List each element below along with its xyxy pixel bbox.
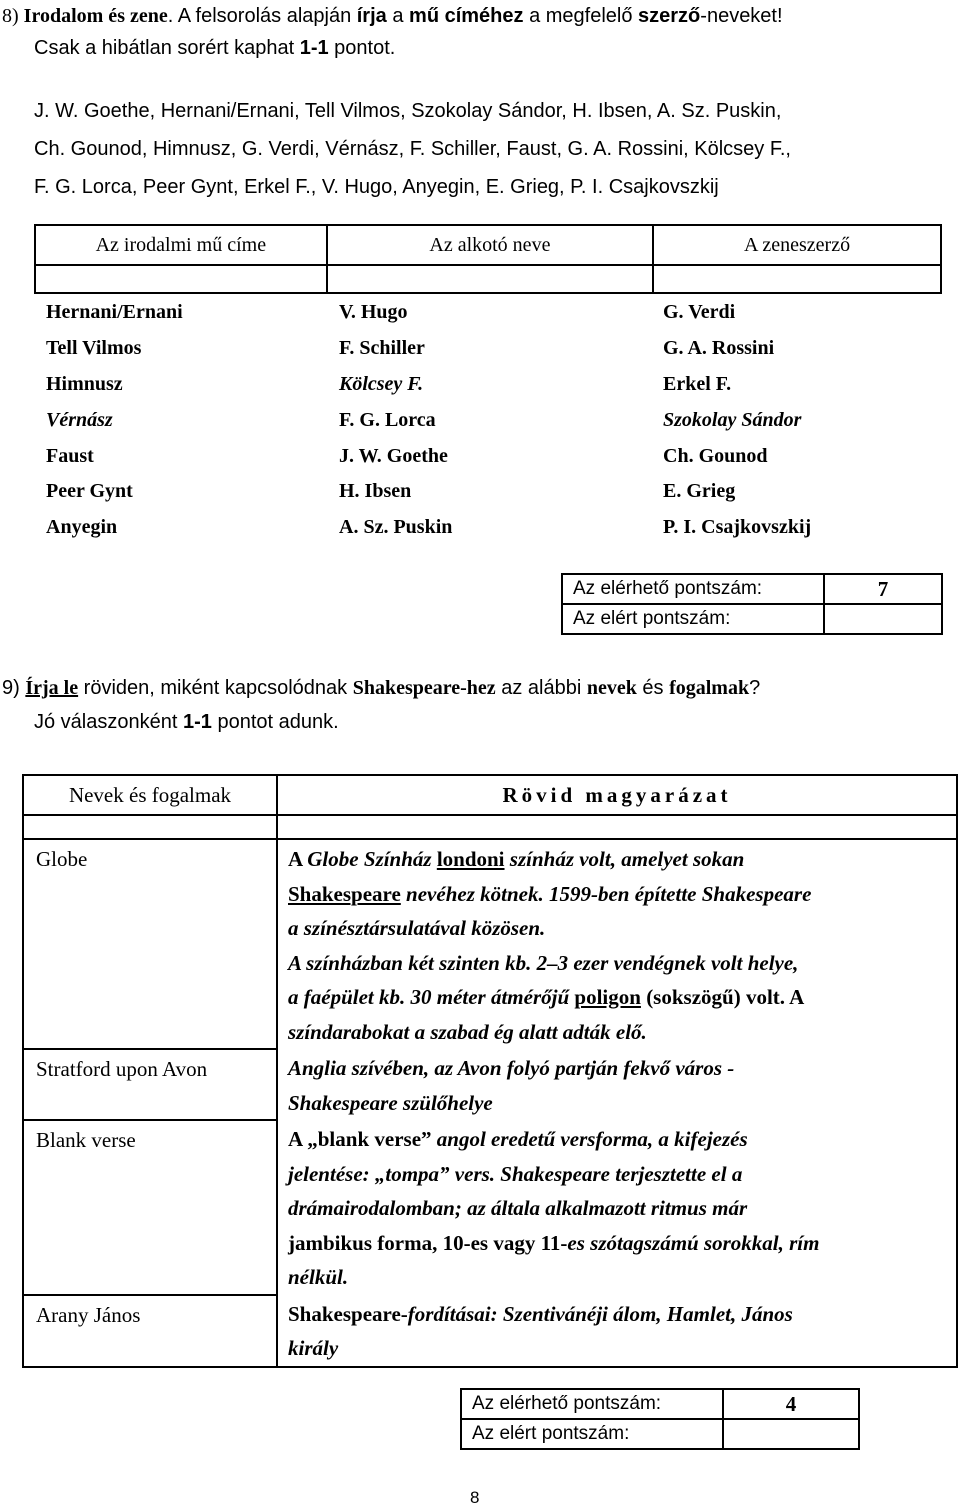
table-row xyxy=(34,510,942,546)
cell-title: Anyegin xyxy=(46,516,118,539)
options-line: J. W. Goethe, Hernani/Ernani, Tell Vilmos, Szokolay Sándor, H. Ibsen, A. Sz. Puskin, xyxy=(34,100,782,122)
text-run: színdarabokat a szabad ég alatt adták elő. xyxy=(288,1019,647,1044)
empty-cell xyxy=(277,815,957,839)
header-explanation: Rövid magyarázat xyxy=(277,775,957,815)
options-list xyxy=(34,92,934,206)
text-run: A színházban két szinten kb. 2–3 ezer vendégnek volt helye, xyxy=(288,950,799,975)
header-title: Az irodalmi mű címe xyxy=(35,225,327,265)
instruction-text: röviden, miként kapcsolódnak xyxy=(78,677,353,699)
empty-cell xyxy=(653,265,941,293)
text-run: poligon xyxy=(574,985,641,1009)
table-row xyxy=(34,402,942,438)
header-author: Az alkotó neve xyxy=(327,225,653,265)
max-score-label: Az elérhető pontszám: xyxy=(562,574,824,604)
text-run: A xyxy=(288,847,308,871)
text-run: Shakespeare- xyxy=(288,1301,408,1326)
max-score-label: Az elérhető pontszám: xyxy=(461,1389,723,1419)
question-8-line-1 xyxy=(2,0,783,32)
score-box xyxy=(561,573,943,635)
instruction-text: pontot adunk. xyxy=(211,711,339,733)
text-run: király xyxy=(288,1336,339,1360)
achieved-score-label: Az elért pontszám: xyxy=(461,1419,723,1449)
explanation-blank-verse xyxy=(277,1120,957,1295)
empty-cell xyxy=(35,265,327,293)
instruction-bold: nevek xyxy=(586,677,637,699)
cell-composer: E. Grieg xyxy=(663,480,736,503)
question-8 xyxy=(2,0,783,64)
question-9-line-2 xyxy=(2,705,760,739)
text-run: angol eredetű versforma, a kifejezés xyxy=(431,1127,748,1151)
text-run: színház volt, amelyet sokan xyxy=(504,847,745,871)
instruction-bold: Írja le xyxy=(25,677,79,699)
text-run: a faépület kb. 30 méter átmérőjű xyxy=(288,985,575,1009)
achieved-score-label: Az elért pontszám: xyxy=(562,604,824,634)
text-run: nevéhez kötnek. 1599-ben építette Shakespeare xyxy=(400,881,812,906)
cell-author: F. Schiller xyxy=(339,337,425,360)
instruction-text: és xyxy=(636,677,670,699)
term-blank-verse: Blank verse xyxy=(23,1120,277,1295)
instruction-bold: szerző xyxy=(638,5,701,27)
cell-title: Hernani/Ernani xyxy=(46,301,183,324)
table-row xyxy=(34,474,942,510)
text-run: drámairodalomban; az általa alkalmazott ritmus már xyxy=(288,1196,748,1220)
instruction-text: ? xyxy=(749,677,761,699)
text-run: es szótagszámú sorokkal, rím xyxy=(567,1230,820,1255)
text-run: A „blank verse” xyxy=(288,1127,432,1151)
cell-title: Tell Vilmos xyxy=(46,337,142,360)
text-run: jambikus forma, 10-es vagy 11- xyxy=(288,1230,568,1255)
empty-cell xyxy=(23,815,277,839)
instruction-bold: mű címéhez xyxy=(409,5,524,27)
instruction-bold: Shakespeare-hez xyxy=(352,677,496,699)
instruction-text: a megfelelő xyxy=(523,5,639,27)
instruction-text: az alábbi xyxy=(495,677,587,699)
cell-author: J. W. Goethe xyxy=(339,444,448,467)
answer-rows xyxy=(34,295,942,546)
cell-author: H. Ibsen xyxy=(339,480,412,503)
explanation-globe xyxy=(277,839,957,1049)
question-9 xyxy=(2,671,760,739)
explanation-table xyxy=(22,774,958,1368)
question-number: 8) xyxy=(2,5,24,27)
table-row xyxy=(34,367,942,403)
cell-title: Himnusz xyxy=(46,372,123,395)
term-arany-janos: Arany János xyxy=(23,1295,277,1367)
cell-composer: Szokolay Sándor xyxy=(663,408,802,431)
points-value: 1-1 xyxy=(299,37,329,59)
instruction-text: . A felsorolás alapján xyxy=(167,5,357,27)
achieved-score-field[interactable] xyxy=(824,604,942,634)
text-run: Globe Színház xyxy=(307,847,437,871)
cell-composer: P. I. Csajkovszkij xyxy=(663,516,812,539)
table-row xyxy=(34,295,942,331)
score-box xyxy=(460,1388,860,1450)
cell-title: Vérnász xyxy=(46,408,113,431)
cell-author: V. Hugo xyxy=(339,301,408,324)
instruction-bold: fogalmak xyxy=(669,677,750,699)
explanation-stratford xyxy=(277,1049,957,1120)
instruction-text: Jó válaszonként xyxy=(34,711,183,733)
term-globe: Globe xyxy=(23,839,277,1049)
instruction-bold: írja xyxy=(356,5,387,27)
cell-author: Kölcsey F. xyxy=(339,372,424,395)
cell-composer: G. Verdi xyxy=(663,301,736,324)
instruction-text: a xyxy=(386,5,410,27)
cell-author: A. Sz. Puskin xyxy=(339,516,453,539)
matching-table xyxy=(34,224,942,294)
table-row xyxy=(34,438,942,474)
text-run: (sokszögű) volt. A xyxy=(640,985,805,1009)
header-composer: A zeneszerző xyxy=(653,225,941,265)
term-stratford: Stratford upon Avon xyxy=(23,1049,277,1120)
explanation-arany-janos xyxy=(277,1295,957,1367)
cell-author: F. G. Lorca xyxy=(339,408,436,431)
cell-composer: Ch. Gounod xyxy=(663,444,768,467)
text-run: jelentése: „tompa” vers. Shakespeare terjesztette el a xyxy=(288,1161,743,1186)
header-names: Nevek és fogalmak xyxy=(23,775,277,815)
points-value: 1-1 xyxy=(182,711,212,733)
instruction-text: -neveket! xyxy=(700,5,783,27)
text-run: a színésztársulatával közösen. xyxy=(288,916,546,940)
question-8-line-2 xyxy=(2,32,783,64)
page-number: 8 xyxy=(470,1488,480,1507)
achieved-score-field[interactable] xyxy=(723,1419,859,1449)
text-run: nélkül. xyxy=(288,1265,349,1289)
max-score-value: 7 xyxy=(824,574,942,604)
options-line: F. G. Lorca, Peer Gynt, Erkel F., V. Hugo, Anyegin, E. Grieg, P. I. Csajkovszkij xyxy=(34,176,719,198)
table-row xyxy=(34,331,942,367)
cell-composer: G. A. Rossini xyxy=(663,337,775,360)
text-run: fordításai: Szentivánéji álom, Hamlet, János xyxy=(407,1301,793,1326)
cell-composer: Erkel F. xyxy=(663,372,732,395)
options-line: Ch. Gounod, Himnusz, G. Verdi, Vérnász, F. Schiller, Faust, G. A. Rossini, Kölcsey F., xyxy=(34,138,791,160)
empty-cell xyxy=(327,265,653,293)
text-run: Shakespeare szülőhelye xyxy=(288,1090,493,1115)
question-number: 9) xyxy=(2,677,26,699)
section-title: Irodalom és zene xyxy=(23,5,168,27)
instruction-text: Csak a hibátlan sorért kaphat xyxy=(34,37,300,59)
text-run: Shakespeare xyxy=(288,881,401,906)
text-run: Anglia szívében, az Avon folyó partján fekvő város - xyxy=(288,1056,735,1080)
cell-title: Faust xyxy=(46,444,94,467)
question-9-line-1 xyxy=(2,671,760,705)
cell-title: Peer Gynt xyxy=(46,480,133,503)
instruction-text: pontot. xyxy=(328,37,396,59)
text-run: londoni xyxy=(436,847,505,871)
max-score-value: 4 xyxy=(723,1389,859,1419)
